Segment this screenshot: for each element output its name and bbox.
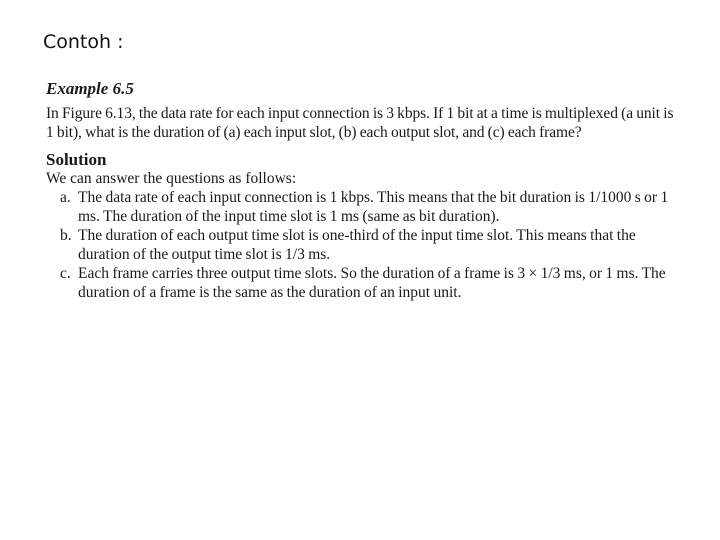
answer-text: Each frame carries three output time slots. So the duration of a frame is 3 × 1/3 ms, or 1 ms. The duration of a frame is the same as the duration of an input unit. bbox=[78, 265, 666, 301]
answer-text: The duration of each output time slot is one-third of the input time slot. This means that the duration of the output time slot is 1/3 ms. bbox=[78, 227, 636, 263]
answer-letter: a. bbox=[60, 189, 71, 206]
answer-list bbox=[46, 188, 678, 302]
example-title: Example 6.5 bbox=[46, 79, 134, 98]
answer-letter: c. bbox=[60, 265, 71, 282]
answer-item-b bbox=[46, 226, 678, 264]
answer-item-c bbox=[46, 264, 678, 302]
answer-item-a bbox=[46, 188, 678, 226]
solution-heading: Solution bbox=[46, 150, 107, 169]
slide-heading: Contoh : bbox=[43, 31, 124, 53]
answer-text: The data rate of each input connection is 1 kbps. This means that the bit duration is 1/1000 s or 1 ms. The duration of the input time slot is 1 ms (same as bit duration). bbox=[78, 189, 669, 225]
solution-intro: We can answer the questions as follows: bbox=[46, 170, 297, 187]
answer-letter: b. bbox=[60, 227, 72, 244]
example-block bbox=[46, 78, 678, 302]
problem-statement: In Figure 6.13, the data rate for each input connection is 3 kbps. If 1 bit at a time is multiplexed (a unit is 1 bit), what is the duration of (a) each input slot, (b) each output slot, and (c) each frame? bbox=[46, 105, 674, 141]
